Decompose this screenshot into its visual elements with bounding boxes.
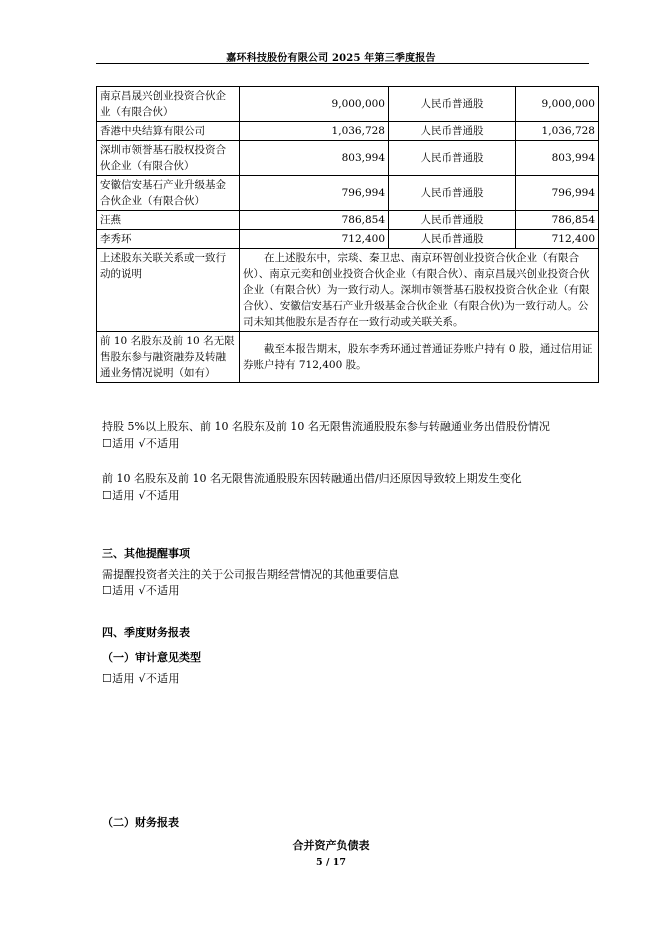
holder-name: 安徽信安基石产业升级基金合伙企业（有限合伙）	[97, 176, 240, 211]
share-class: 人民币普通股	[389, 122, 516, 141]
section4-title: 四、季度财务报表	[102, 626, 190, 639]
holder-name: 香港中央结算有限公司	[97, 122, 240, 141]
margin-text: 截至本报告期末，股东李秀环通过普通证券账户持有 0 股，通过信用证券账户持有 712,400 股。	[240, 332, 599, 383]
margin-row	[97, 332, 599, 383]
top-holders-table	[96, 86, 599, 383]
table-row	[97, 87, 599, 122]
holder-name: 南京昌晟兴创业投资合伙企业（有限合伙）	[97, 87, 240, 122]
holder-shares: 786,854	[240, 211, 389, 230]
holder-name: 李秀环	[97, 230, 240, 249]
margin-label: 前 10 名股东及前 10 名无限售股东参与融资融券及转融通业务情况说明（如有）	[97, 332, 240, 383]
table-row	[97, 230, 599, 249]
section3-options: ☐适用 √不适用	[102, 584, 180, 597]
share-count: 712,400	[516, 230, 599, 249]
table-row	[97, 176, 599, 211]
share-count: 9,000,000	[516, 87, 599, 122]
share-class: 人民币普通股	[389, 141, 516, 176]
section3-title: 三、其他提醒事项	[102, 547, 190, 560]
holder-shares: 9,000,000	[240, 87, 389, 122]
table-row	[97, 122, 599, 141]
holder-name: 汪燕	[97, 211, 240, 230]
report-header: 嘉环科技股份有限公司 2025 年第三季度报告	[226, 53, 436, 64]
holder-shares: 712,400	[240, 230, 389, 249]
holder-shares: 1,036,728	[240, 122, 389, 141]
share-class: 人民币普通股	[389, 211, 516, 230]
holder-shares: 796,994	[240, 176, 389, 211]
audit-opinion-options: ☐适用 √不适用	[102, 672, 180, 685]
page-number: 5 / 17	[316, 857, 346, 868]
relation-text: 在上述股东中，宗琰、秦卫忠、南京环智创业投资合伙企业（有限合伙）、南京元奕和创业投资合伙企业（有限合伙）、南京昌晟兴创业投资合伙企业（有限合伙）为一致行动人。深圳市领誉基石股权投资合伙企业（有限合伙）、安徽信安基石产业升级基金合伙企业（有限合伙)为一致行动人。公司未知其他股东是否存在一致行动或关联关系。	[240, 249, 599, 332]
financial-statements-title: （二）财务报表	[102, 816, 179, 829]
table-row	[97, 211, 599, 230]
audit-opinion-title: （一）审计意见类型	[102, 651, 201, 664]
relation-row	[97, 249, 599, 332]
share-count: 786,854	[516, 211, 599, 230]
share-count: 1,036,728	[516, 122, 599, 141]
lending-heading: 持股 5%以上股东、前 10 名股东及前 10 名无限售流通股股东参与转融通业务出借股份情况	[102, 420, 550, 433]
holder-shares: 803,994	[240, 141, 389, 176]
relation-label: 上述股东关联关系或一致行动的说明	[97, 249, 240, 332]
header-divider	[96, 63, 589, 64]
balance-sheet-title: 合并资产负债表	[292, 839, 370, 852]
lending-options: ☐适用 √不适用	[102, 437, 180, 450]
share-count: 796,994	[516, 176, 599, 211]
section3-text: 需提醒投资者关注的关于公司报告期经营情况的其他重要信息	[102, 568, 399, 581]
holder-name: 深圳市领誉基石股权投资合伙企业（有限合伙）	[97, 141, 240, 176]
share-count: 803,994	[516, 141, 599, 176]
table-row	[97, 141, 599, 176]
change-options: ☐适用 √不适用	[102, 489, 180, 502]
share-class: 人民币普通股	[389, 176, 516, 211]
share-class: 人民币普通股	[389, 87, 516, 122]
share-class: 人民币普通股	[389, 230, 516, 249]
change-heading: 前 10 名股东及前 10 名无限售流通股股东因转融通出借/归还原因导致较上期发生变化	[102, 472, 522, 485]
